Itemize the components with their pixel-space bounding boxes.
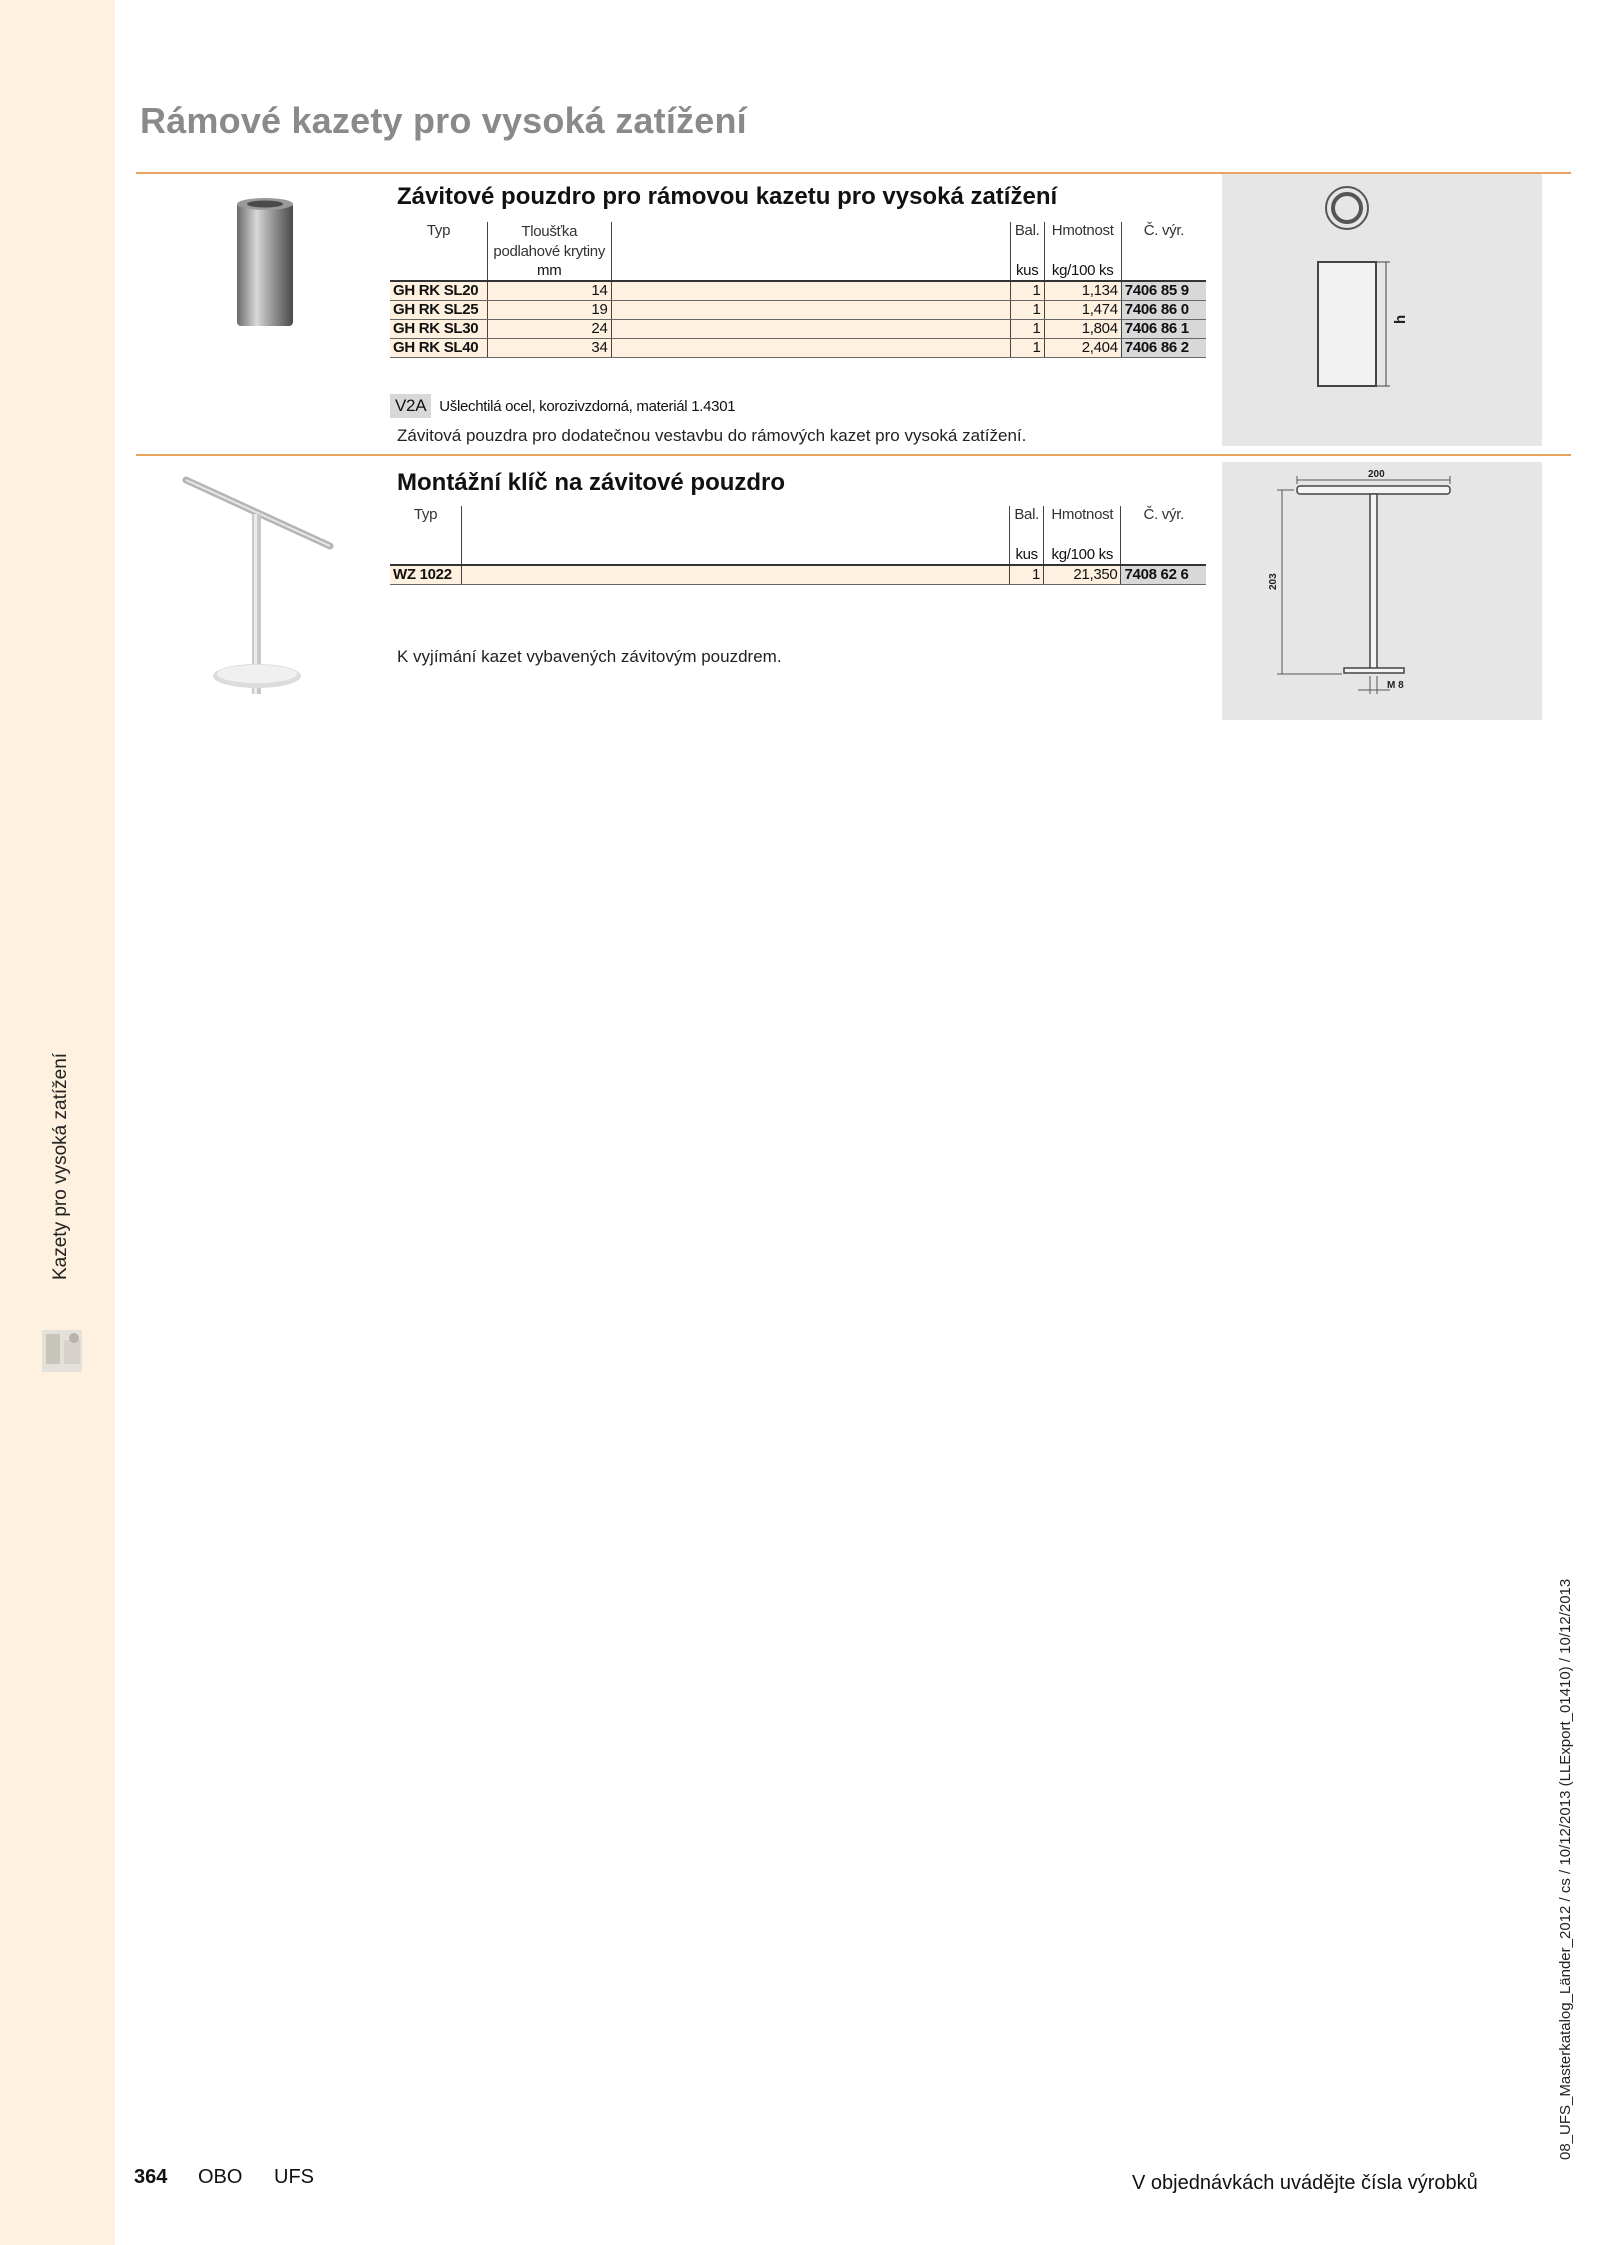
section1-note: Závitová pouzdra pro dodatečnou vestavbu do rámových kazet pro vysoká zatížení. <box>397 426 1027 445</box>
row-code: 7406 86 1 <box>1121 320 1206 339</box>
col-type-header: Typ <box>390 506 462 546</box>
table-header-row <box>390 506 1206 546</box>
table-unit-row <box>390 262 1206 281</box>
row-type: WZ 1022 <box>390 565 462 585</box>
page-title: Rámové kazety pro vysoká zatížení <box>140 100 747 141</box>
print-meta-vertical: 08_UFS_Masterkatalog_Länder_2012 / cs / 10/12/2013 (LLExport_01410) / 10/12/2013 <box>1557 1578 1574 2160</box>
row-thickness: 19 <box>487 301 611 320</box>
row-code: 7406 86 2 <box>1121 339 1206 358</box>
section2-top-rule <box>136 454 1571 456</box>
row-type: GH RK SL30 <box>390 320 487 339</box>
row-code: 7406 85 9 <box>1121 281 1206 301</box>
col-spacer <box>462 506 1010 546</box>
unit-thickness: mm <box>487 262 611 281</box>
row-weight: 1,804 <box>1044 320 1121 339</box>
table-header-row <box>390 222 1206 262</box>
footer-brand: OBO <box>198 2166 243 2188</box>
table-row <box>390 339 1206 358</box>
row-thickness: 24 <box>487 320 611 339</box>
page-number: 364 <box>134 2166 168 2188</box>
unit-weight: kg/100 ks <box>1044 546 1121 565</box>
dimension-width-label: 200 <box>1368 469 1385 480</box>
key-drawing-box <box>1222 462 1542 720</box>
table-unit-row <box>390 546 1206 565</box>
row-weight: 1,474 <box>1044 301 1121 320</box>
row-type: GH RK SL40 <box>390 339 487 358</box>
col-type-header: Typ <box>390 222 487 262</box>
chapter-thumbnail-icon <box>40 1326 88 1376</box>
table-row <box>390 565 1206 585</box>
section2-title: Montážní klíč na závitové pouzdro <box>397 469 786 496</box>
row-thickness: 14 <box>487 281 611 301</box>
dimension-h-label: h <box>1392 314 1409 324</box>
side-chapter-label: Kazety pro vysoká zatížení <box>50 1052 71 1280</box>
col-weight-header: Hmotnost <box>1044 506 1121 546</box>
thickness-header-line2: podlahové krytiny <box>493 243 606 260</box>
dimension-height-label: 203 <box>1268 573 1279 590</box>
sleeve-drawing-box <box>1222 174 1542 446</box>
row-type: GH RK SL25 <box>390 301 487 320</box>
col-weight-header: Hmotnost <box>1044 222 1121 262</box>
row-pack: 1 <box>1010 565 1044 585</box>
threaded-sleeve-photo <box>233 196 297 332</box>
unit-pack: kus <box>1010 262 1044 281</box>
col-code-header: Č. výr. <box>1143 506 1184 523</box>
row-pack: 1 <box>1010 301 1044 320</box>
unit-weight: kg/100 ks <box>1044 262 1121 281</box>
table-row <box>390 320 1206 339</box>
key-technical-drawing <box>1222 462 1542 720</box>
row-type: GH RK SL20 <box>390 281 487 301</box>
col-code-header: Č. výr. <box>1143 222 1185 239</box>
key-spec-table <box>390 506 1206 585</box>
mounting-key-photo <box>180 474 340 710</box>
section2-note: K vyjímání kazet vybavených závitovým pouzdrem. <box>397 647 782 666</box>
table-row <box>390 281 1206 301</box>
row-pack: 1 <box>1010 320 1044 339</box>
sleeve-technical-drawing <box>1222 174 1542 446</box>
footer-category: UFS <box>274 2166 314 2188</box>
col-pack-header: Bal. <box>1010 222 1044 262</box>
sleeve-spec-table <box>390 222 1206 358</box>
row-code: 7406 86 0 <box>1121 301 1206 320</box>
col-pack-header: Bal. <box>1010 506 1044 546</box>
row-pack: 1 <box>1010 281 1044 301</box>
row-thickness: 34 <box>487 339 611 358</box>
row-weight: 2,404 <box>1044 339 1121 358</box>
section1-title: Závitové pouzdro pro rámovou kazetu pro vysoká zatížení <box>397 183 1058 210</box>
thickness-header-line1: Tloušťka <box>521 223 578 240</box>
row-weight: 1,134 <box>1044 281 1121 301</box>
table-row <box>390 301 1206 320</box>
row-pack: 1 <box>1010 339 1044 358</box>
row-weight: 21,350 <box>1044 565 1121 585</box>
material-text: Ušlechtilá ocel, korozivzdorná, materiál 1.4301 <box>439 397 736 415</box>
row-code: 7408 62 6 <box>1121 565 1206 585</box>
material-info <box>390 394 735 418</box>
col-thickness-header <box>487 222 611 262</box>
material-badge: V2A <box>390 394 431 418</box>
unit-pack: kus <box>1010 546 1044 565</box>
dimension-thread-label: M 8 <box>1387 680 1404 691</box>
footer-order-note: V objednávkách uvádějte čísla výrobků <box>1132 2172 1478 2194</box>
col-spacer <box>611 222 1010 262</box>
